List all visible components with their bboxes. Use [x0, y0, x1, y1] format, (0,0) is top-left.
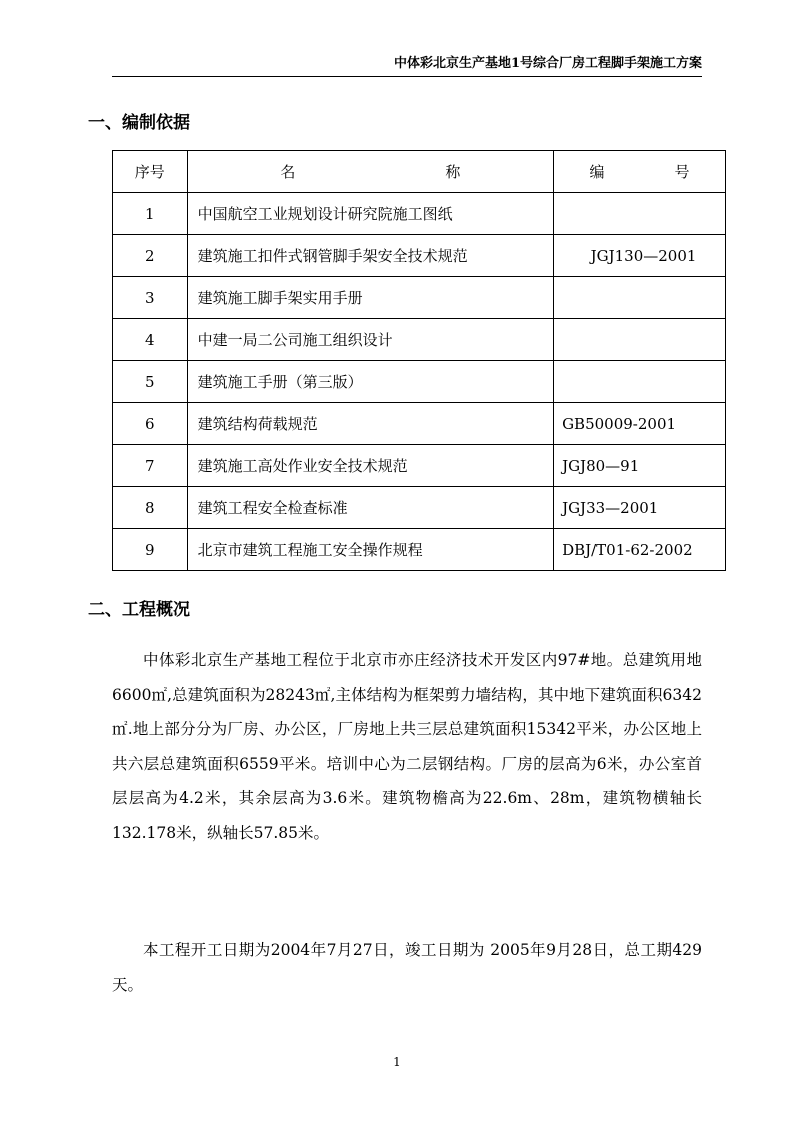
- row-no: 9: [113, 529, 188, 571]
- row-code: DBJ/T01-62-2002: [554, 529, 726, 571]
- overview-paragraph: 中体彩北京生产基地工程位于北京市亦庄经济技术开发区内97#地。总建筑用地6600㎡,总建筑面积为28243㎡,主体结构为框架剪力墙结构，其中地下建筑面积6342㎡.地上部分分为厂房、办公区，厂房地上共三层总建筑面积15342平米，办公区地上共六层总建筑面积6559平米。培训中心为二层钢结构。厂房的层高为6米，办公室首层层高为4.2米，其余层高为3.6米。建筑物檐高为22.6m、28m，建筑物横轴长132.178米，纵轴长57.85米。: [112, 651, 702, 842]
- row-name: 建筑结构荷载规范: [187, 403, 553, 445]
- row-no: 1: [113, 193, 188, 235]
- row-name: 建筑施工手册（第三版）: [187, 361, 553, 403]
- column-header-code: [554, 151, 726, 193]
- row-name: 北京市建筑工程施工安全操作规程: [187, 529, 553, 571]
- column-header-code-a: 编: [589, 163, 605, 181]
- row-code: [554, 193, 726, 235]
- row-code: JGJ33—2001: [554, 487, 726, 529]
- row-no: 7: [113, 445, 188, 487]
- row-code: JGJ130—2001: [554, 235, 726, 277]
- row-no: 5: [113, 361, 188, 403]
- schedule-paragraph: 本工程开工日期为2004年7月27日，竣工日期为 2005年9月28日，总工期429天。: [112, 941, 702, 994]
- row-name: 建筑工程安全检查标准: [187, 487, 553, 529]
- table-row: [113, 487, 726, 529]
- column-header-name: [187, 151, 553, 193]
- table-row: [113, 403, 726, 445]
- table-row: [113, 361, 726, 403]
- section-heading-basis: 一、编制依据: [88, 113, 190, 133]
- row-code: [554, 277, 726, 319]
- table-row: [113, 235, 726, 277]
- running-header: [112, 52, 702, 77]
- column-header-no: 序号: [113, 151, 188, 193]
- row-name: 建筑施工扣件式钢管脚手架安全技术规范: [187, 235, 553, 277]
- basis-table: [112, 150, 726, 571]
- table-row: [113, 193, 726, 235]
- row-code: [554, 319, 726, 361]
- row-code: JGJ80—91: [554, 445, 726, 487]
- row-name: 建筑施工脚手架实用手册: [187, 277, 553, 319]
- row-name: 中建一局二公司施工组织设计: [187, 319, 553, 361]
- row-no: 6: [113, 403, 188, 445]
- row-name: 中国航空工业规划设计研究院施工图纸: [187, 193, 553, 235]
- row-no: 4: [113, 319, 188, 361]
- table-row: [113, 319, 726, 361]
- table-row: [113, 277, 726, 319]
- row-code: [554, 361, 726, 403]
- row-no: 2: [113, 235, 188, 277]
- column-header-name-b: 称: [445, 163, 461, 181]
- page-number: 1: [393, 1055, 401, 1069]
- table-row: [113, 529, 726, 571]
- column-header-name-a: 名: [280, 163, 296, 181]
- table-header-row: [113, 151, 726, 193]
- column-header-code-b: 号: [674, 163, 690, 181]
- row-no: 3: [113, 277, 188, 319]
- table-row: [113, 445, 726, 487]
- section-heading-overview: 二、工程概况: [88, 600, 190, 620]
- row-code: GB50009-2001: [554, 403, 726, 445]
- row-no: 8: [113, 487, 188, 529]
- row-name: 建筑施工高处作业安全技术规范: [187, 445, 553, 487]
- header-title: 中体彩北京生产基地1号综合厂房工程脚手架施工方案: [393, 56, 702, 71]
